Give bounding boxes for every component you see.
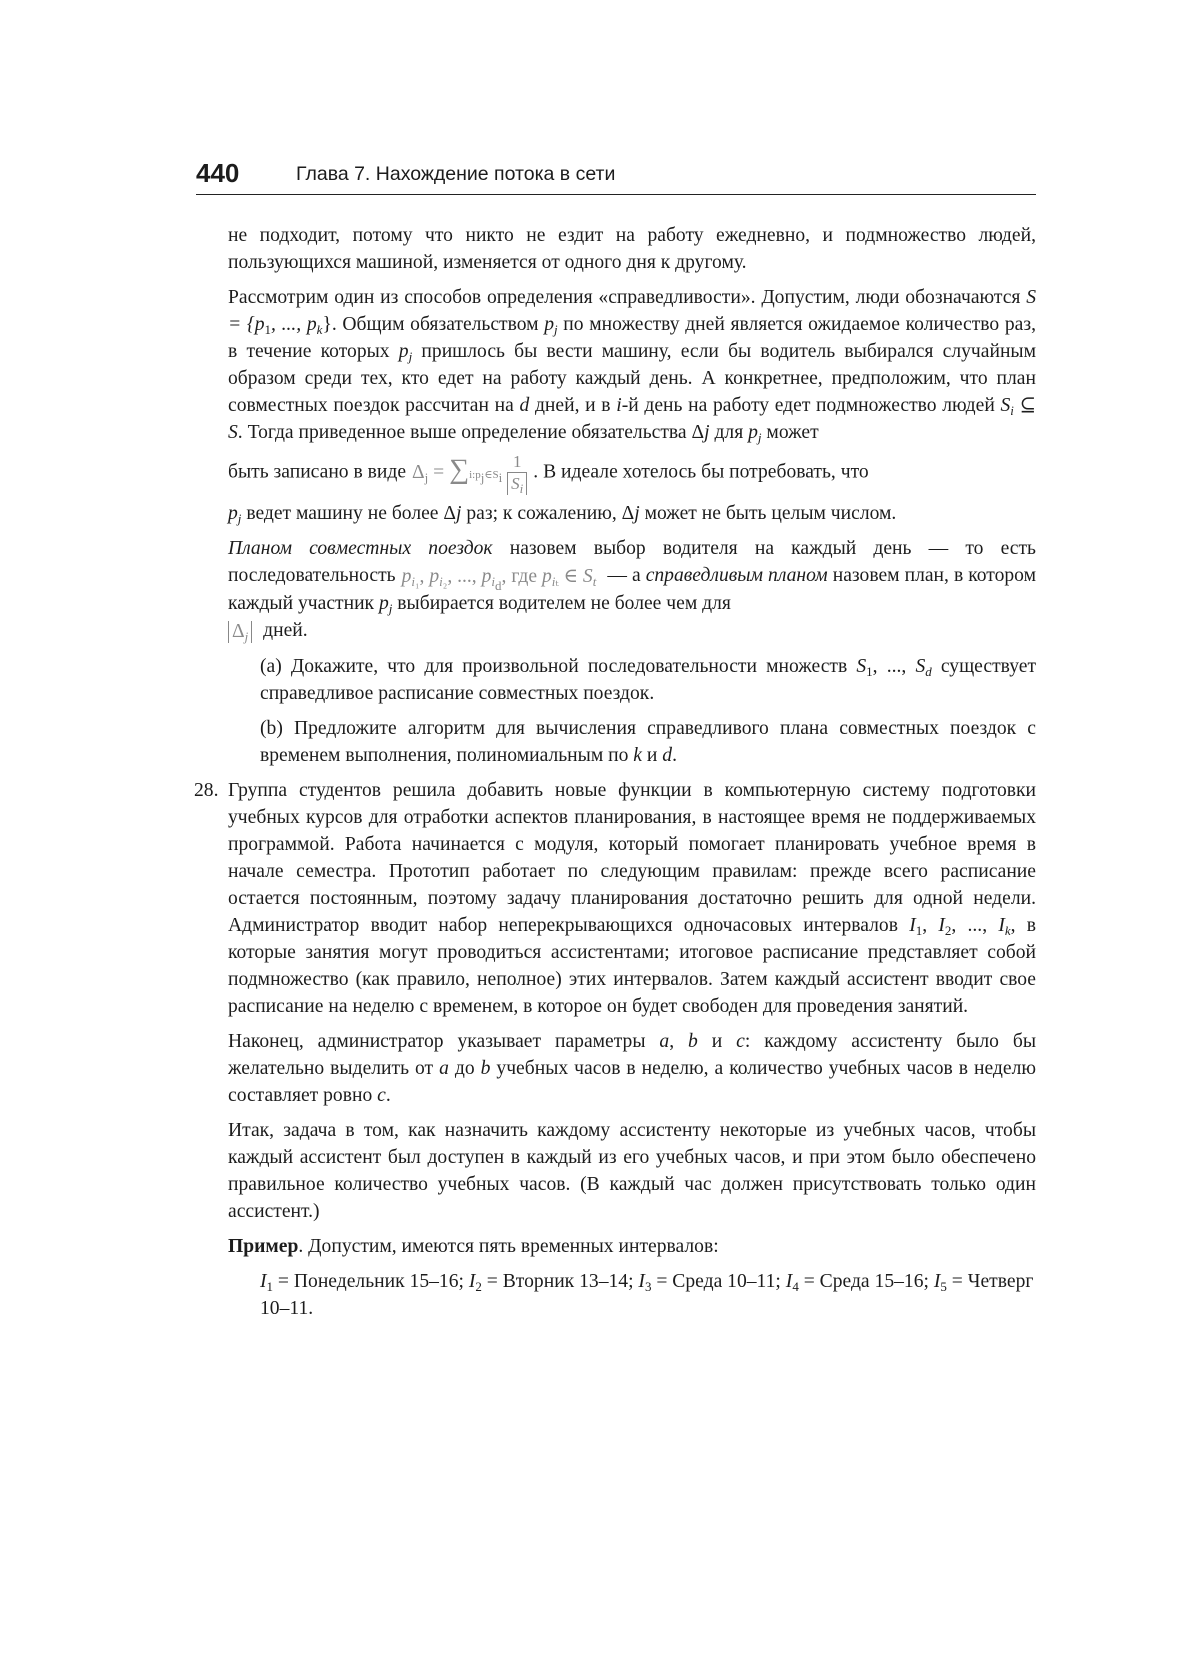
example-intervals: $I_1$ = Понедельник 15–16; $I_2$ = Вторник 13–14; $I_3$ = Среда 10–11; $I_4$ = Среда 15–16; $I_5$ = Четверг 10–11. — [260, 1271, 1034, 1319]
page-body — [194, 222, 1037, 1330]
sequence-formula-image: $p_{i_1}$, $p_{i_2}$, ..., $p_{i_d}$, где $p_{i_t}$ ∈ $S_t$ — [401, 566, 597, 593]
paragraph-task: Итак, задача в том, как назначить каждому ассистенту некоторые из учебных часов, чтобы каждый ассистент был доступен в каждый из его учебных часов, и при этом было обеспечено правильное количество учебных часов. (В каждый час должен присутствовать только один ассистент.) — [228, 1120, 1036, 1222]
delta-formula-image: $\Delta_j$ = $\sum i:p_j\in S_i$ $\frac{1}{S_i}$ — [412, 452, 527, 495]
ceil-delta-formula-image: $\Delta_j$ — [228, 618, 252, 645]
paragraph-continuation: не подходит, потому что никто не ездит на работу ежедневно, и подмножество людей, пользующихся машиной, изменяется от одного дня к другому. — [228, 225, 1036, 273]
page-number: 440 — [196, 158, 240, 188]
paragraph-fairness-definition: Рассмотрим один из способов определения «справедливости». Допустим, люди обозначаются $S = \{p_1$, ..., $p_k$}. Общим обязательством $p_j$ по множеству дней является ожидаемое количество раз, в течение которых $p_j$ пришлось бы вести машину, если бы водитель выбирался случайным образом среди тех, кто едет на работу каждый день. А конкретнее, предположим, что план совместных поездок рассчитан на d дней, и в i-й день на работу едет подмножество людей $S_i$ ⊆ S. Тогда приведенное выше определение обязательства Δj для $p_j$ может быть записано в виде $\Delta_j$ = $\sum i:p_j\in S_i$ $\frac{1}{S_i}$ . В идеале хотелось бы потребовать, что $p_j$ ведет машину не более Δj раз; к сожалению, Δj может не быть целым числом. — [228, 287, 1036, 526]
paragraph-parameters: Наконец, администратор указывает параметры a, b и c: каждому ассистенту было бы желательно выделить от a до b учебных часов в неделю, а количество учебных часов в неделю составляет ровно c. — [228, 1031, 1036, 1106]
exercise-28-text: Группа студентов решила добавить новые функции в компьютерную систему подготовки учебных курсов для отработки аспектов планирования, в настоящее время не поддерживаемых программой. Работа начинается с модуля, который помогает планировать учебное время в начале семестра. Прототип работает по следующим правилам: прежде всего расписание остается постоянным, поэтому задачу планирования достаточно решить для одной недели. Администратор вводит набор неперекрывающихся одночасовых интервалов $I_1$, $I_2$, ..., $I_k$, в которые занятия могут проводиться ассистентами; итоговое расписание представляет собой подмножество (как правило, неполное) этих интервалов. Затем каждый ассистент вводит свое расписание на неделю с временем, в которое он будет свободен для проведения занятий. — [228, 780, 1036, 1017]
paragraph-example: Пример. Допустим, имеются пять временных интервалов: — [228, 1236, 719, 1257]
subtask-b: (b) Предложите алгоритм для вычисления справедливого плана совместных поездок с временем выполнения, полиномиальным по k и d. — [260, 718, 1036, 766]
subtask-a: (a) Докажите, что для произвольной последовательности множеств $S_1$, ..., $S_d$ существует справедливое расписание совместных поездок. — [260, 656, 1037, 704]
page-header — [196, 158, 1036, 195]
paragraph-carpool-plan: Планом совместных поездок назовем выбор водителя на каждый день — то есть последовательность $p_{i_1}$, $p_{i_2}$, ..., $p_{i_d}$, где $p_{i_t}$ ∈ $S_t$ — а справедливым планом назовем план, в котором каждый участник $p_j$ выбирается водителем не более чем для $\Delta_j$ дней. — [228, 538, 1036, 644]
exercise-28 — [194, 777, 1036, 1322]
exercise-number: 28. — [194, 780, 219, 801]
chapter-title: Глава 7. Нахождение потока в сети — [296, 163, 616, 185]
